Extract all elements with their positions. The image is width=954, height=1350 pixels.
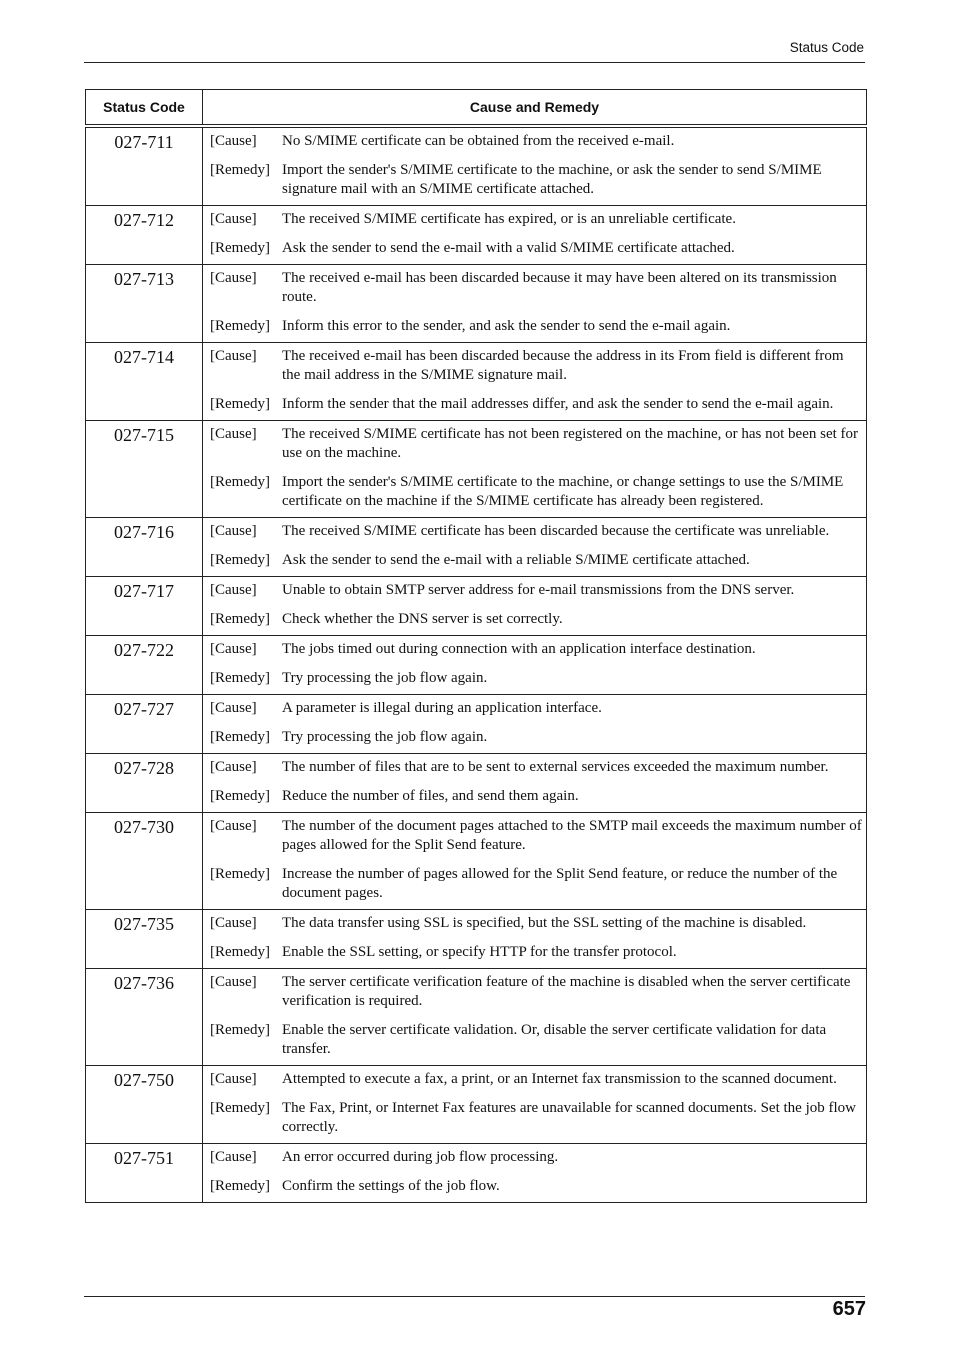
table-row [86, 421, 867, 518]
cause-text: The received e-mail has been discarded because the address in its From field is different from the mail address in the S/MIME signature mail. [282, 348, 844, 383]
running-header-title: Status Code [789, 40, 864, 55]
page-number: 657 [832, 1298, 866, 1320]
remedy-label: [Remedy] [210, 670, 270, 686]
cause-text: The received e-mail has been discarded because it may have been altered on its transmission route. [282, 270, 837, 305]
cause-remedy-cell [203, 636, 867, 695]
remedy-entry [210, 1099, 862, 1137]
status-code-cell: 027-713 [86, 265, 203, 343]
cause-remedy-cell [203, 910, 867, 969]
footer-rule [84, 1296, 865, 1297]
cause-remedy-cell [203, 518, 867, 577]
cause-text: The number of the document pages attached to the SMTP mail exceeds the maximum number of pages allowed for the Split Send feature. [282, 818, 862, 853]
cause-text: The data transfer using SSL is specified, but the SSL setting of the machine is disabled. [282, 915, 807, 931]
cause-remedy-cell [203, 126, 867, 206]
cause-label: [Cause] [210, 523, 257, 539]
remedy-label: [Remedy] [210, 318, 270, 334]
remedy-entry [210, 787, 862, 806]
cause-label: [Cause] [210, 641, 257, 657]
cause-remedy-cell [203, 1066, 867, 1144]
cause-label: [Cause] [210, 426, 257, 442]
cause-remedy-cell [203, 695, 867, 754]
status-code-cell: 027-715 [86, 421, 203, 518]
status-code-cell: 027-751 [86, 1144, 203, 1203]
cause-entry [210, 758, 862, 777]
remedy-entry [210, 317, 862, 336]
cause-remedy-cell [203, 969, 867, 1066]
remedy-entry [210, 728, 862, 747]
remedy-label: [Remedy] [210, 240, 270, 256]
header-rule [84, 62, 865, 63]
remedy-text: Enable the SSL setting, or specify HTTP for the transfer protocol. [282, 944, 677, 960]
column-header-cause-remedy: Cause and Remedy [203, 90, 867, 127]
status-code-cell: 027-727 [86, 695, 203, 754]
cause-entry [210, 914, 862, 933]
remedy-label: [Remedy] [210, 474, 270, 490]
table-header-row [86, 90, 867, 127]
status-code-cell: 027-736 [86, 969, 203, 1066]
status-code-cell: 027-728 [86, 754, 203, 813]
cause-entry [210, 817, 862, 855]
cause-remedy-cell [203, 265, 867, 343]
cause-remedy-cell [203, 1144, 867, 1203]
cause-entry [210, 699, 862, 718]
remedy-text: Check whether the DNS server is set correctly. [282, 611, 563, 627]
cause-text: The received S/MIME certificate has expired, or is an unreliable certificate. [282, 211, 736, 227]
remedy-entry [210, 1021, 862, 1059]
remedy-label: [Remedy] [210, 788, 270, 804]
remedy-entry [210, 610, 862, 629]
table-row [86, 910, 867, 969]
table-row [86, 813, 867, 910]
cause-text: The received S/MIME certificate has not been registered on the machine, or has not been set for use on the machine. [282, 426, 859, 461]
cause-entry [210, 132, 862, 151]
remedy-text: Confirm the settings of the job flow. [282, 1178, 500, 1194]
remedy-text: Inform the sender that the mail addresses differ, and ask the sender to send the e-mail again. [282, 396, 834, 412]
cause-remedy-cell [203, 206, 867, 265]
cause-entry [210, 1070, 862, 1089]
cause-remedy-cell [203, 813, 867, 910]
cause-label: [Cause] [210, 818, 257, 834]
cause-label: [Cause] [210, 759, 257, 775]
remedy-entry [210, 473, 862, 511]
remedy-text: Ask the sender to send the e-mail with a valid S/MIME certificate attached. [282, 240, 735, 256]
remedy-entry [210, 395, 862, 414]
remedy-entry [210, 865, 862, 903]
cause-entry [210, 1148, 862, 1167]
table-body [86, 126, 867, 1203]
cause-label: [Cause] [210, 974, 257, 990]
status-code-cell: 027-730 [86, 813, 203, 910]
cause-label: [Cause] [210, 700, 257, 716]
table-row [86, 695, 867, 754]
cause-text: The number of files that are to be sent to external services exceeded the maximum number. [282, 759, 829, 775]
status-code-cell: 027-735 [86, 910, 203, 969]
remedy-entry [210, 1177, 862, 1196]
column-header-status-code: Status Code [86, 90, 203, 127]
table-row [86, 969, 867, 1066]
cause-remedy-cell [203, 343, 867, 421]
remedy-entry [210, 161, 862, 199]
remedy-text: Try processing the job flow again. [282, 729, 488, 745]
remedy-label: [Remedy] [210, 552, 270, 568]
cause-entry [210, 581, 862, 600]
cause-label: [Cause] [210, 133, 257, 149]
cause-label: [Cause] [210, 270, 257, 286]
cause-label: [Cause] [210, 1071, 257, 1087]
remedy-text: Increase the number of pages allowed for the Split Send feature, or reduce the number of the document pages. [282, 866, 838, 901]
status-code-cell: 027-717 [86, 577, 203, 636]
cause-remedy-cell [203, 577, 867, 636]
cause-entry [210, 425, 862, 463]
cause-text: A parameter is illegal during an application interface. [282, 700, 602, 716]
remedy-entry [210, 239, 862, 258]
table-row [86, 206, 867, 265]
cause-text: An error occurred during job flow processing. [282, 1149, 559, 1165]
remedy-label: [Remedy] [210, 729, 270, 745]
remedy-text: The Fax, Print, or Internet Fax features are unavailable for scanned documents. Set the job flow correctly. [282, 1100, 856, 1135]
cause-text: Attempted to execute a fax, a print, or an Internet fax transmission to the scanned document. [282, 1071, 837, 1087]
cause-text: No S/MIME certificate can be obtained from the received e-mail. [282, 133, 675, 149]
cause-label: [Cause] [210, 211, 257, 227]
remedy-text: Import the sender's S/MIME certificate to the machine, or ask the sender to send S/MIME signature mail with an S/MIME certificate attached. [282, 162, 822, 197]
remedy-entry [210, 943, 862, 962]
table-row [86, 1144, 867, 1203]
cause-text: The jobs timed out during connection with an application interface destination. [282, 641, 756, 657]
cause-text: Unable to obtain SMTP server address for e-mail transmissions from the DNS server. [282, 582, 795, 598]
remedy-text: Enable the server certificate validation. Or, disable the server certificate validation for data transfer. [282, 1022, 827, 1057]
status-code-table [85, 89, 867, 1203]
table-row [86, 577, 867, 636]
cause-entry [210, 210, 862, 229]
cause-entry [210, 640, 862, 659]
remedy-text: Inform this error to the sender, and ask the sender to send the e-mail again. [282, 318, 731, 334]
cause-entry [210, 522, 862, 541]
status-code-cell: 027-714 [86, 343, 203, 421]
cause-remedy-cell [203, 754, 867, 813]
remedy-label: [Remedy] [210, 611, 270, 627]
cause-remedy-cell [203, 421, 867, 518]
table-row [86, 126, 867, 206]
status-code-cell: 027-722 [86, 636, 203, 695]
remedy-label: [Remedy] [210, 1100, 270, 1116]
cause-entry [210, 269, 862, 307]
cause-label: [Cause] [210, 1149, 257, 1165]
cause-entry [210, 973, 862, 1011]
table-row [86, 518, 867, 577]
remedy-label: [Remedy] [210, 162, 270, 178]
status-code-cell: 027-712 [86, 206, 203, 265]
remedy-label: [Remedy] [210, 1178, 270, 1194]
remedy-label: [Remedy] [210, 866, 270, 882]
remedy-text: Try processing the job flow again. [282, 670, 488, 686]
remedy-entry [210, 551, 862, 570]
remedy-label: [Remedy] [210, 1022, 270, 1038]
status-code-cell: 027-750 [86, 1066, 203, 1144]
table-row [86, 1066, 867, 1144]
remedy-label: [Remedy] [210, 944, 270, 960]
cause-label: [Cause] [210, 348, 257, 364]
cause-text: The server certificate verification feature of the machine is disabled when the server certificate verification is required. [282, 974, 851, 1009]
cause-text: The received S/MIME certificate has been discarded because the certificate was unreliable. [282, 523, 830, 539]
table-row [86, 754, 867, 813]
remedy-text: Import the sender's S/MIME certificate to the machine, or change settings to use the S/MIME certificate on the machine if the S/MIME certificate has already been registered. [282, 474, 844, 509]
table-row [86, 265, 867, 343]
status-code-cell: 027-711 [86, 126, 203, 206]
status-code-cell: 027-716 [86, 518, 203, 577]
cause-entry [210, 347, 862, 385]
cause-label: [Cause] [210, 582, 257, 598]
table-row [86, 343, 867, 421]
status-code-table-container [85, 89, 866, 1203]
remedy-text: Ask the sender to send the e-mail with a reliable S/MIME certificate attached. [282, 552, 750, 568]
table-row [86, 636, 867, 695]
remedy-entry [210, 669, 862, 688]
remedy-label: [Remedy] [210, 396, 270, 412]
remedy-text: Reduce the number of files, and send them again. [282, 788, 579, 804]
cause-label: [Cause] [210, 915, 257, 931]
